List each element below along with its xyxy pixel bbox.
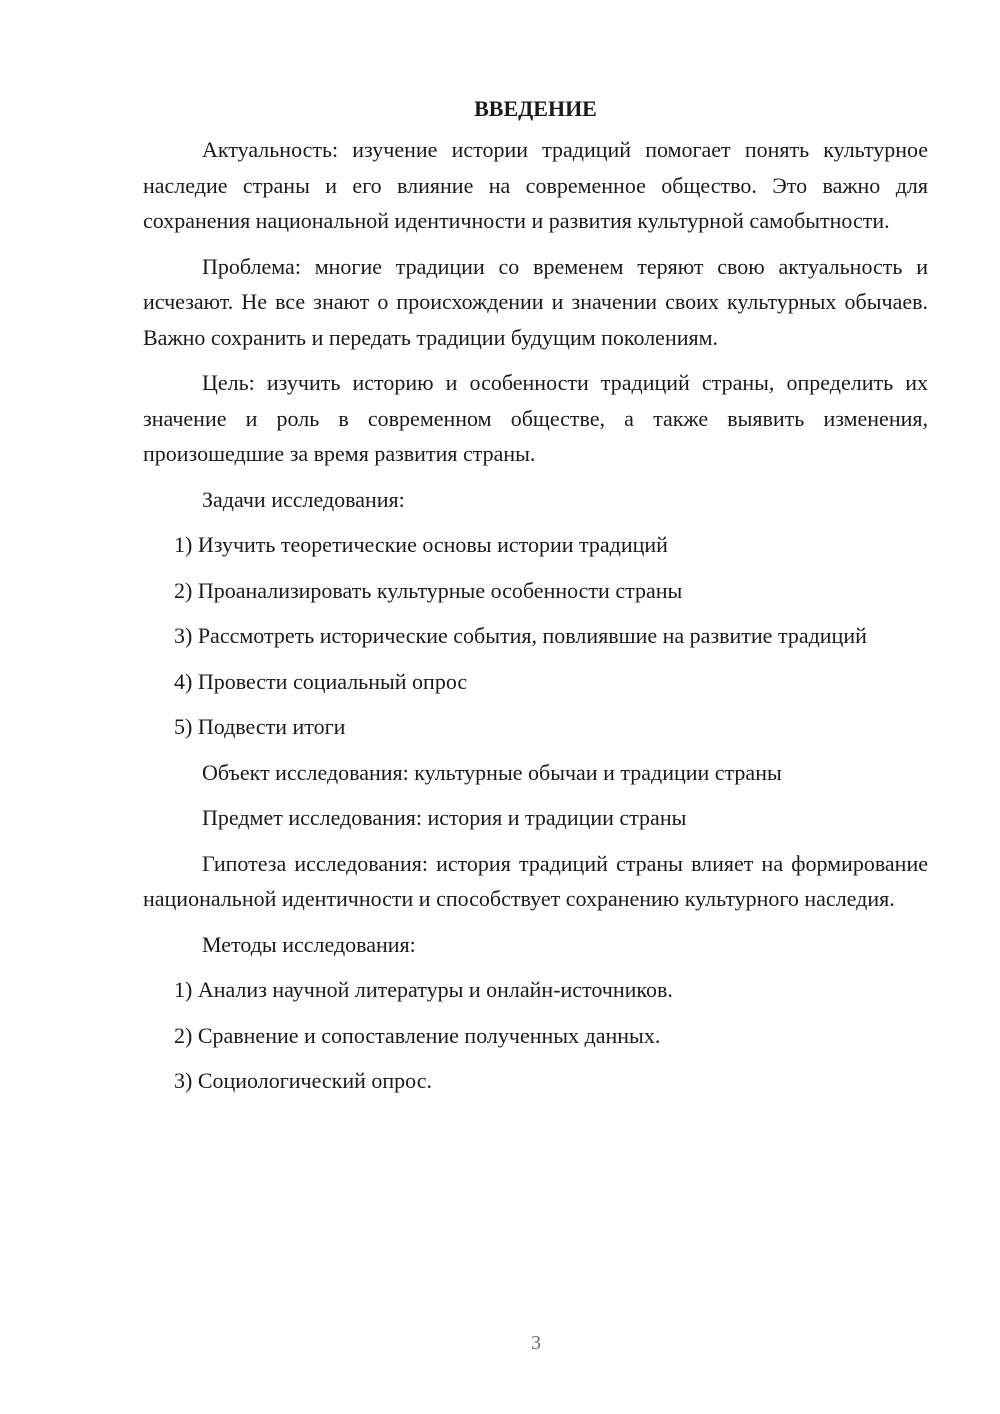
list-item-task-3: 3) Рассмотреть исторические события, повлиявшие на развитие традиций: [174, 623, 867, 648]
list-item-task-5: 5) Подвести итоги: [174, 714, 346, 739]
paragraph-relevance: Актуальность: изучение истории традиций помогает понять культурное наследие страны и его влияние на современное общество. Это важно для сохранения национальной идентичности и развития культурной самобытности.: [143, 137, 928, 233]
paragraph-object: Объект исследования: культурные обычаи и традиции страны: [202, 759, 782, 785]
section-title: ВВЕДЕНИЕ: [474, 96, 597, 121]
paragraph-methods-heading: Методы исследования:: [202, 931, 416, 957]
paragraph-hypothesis: Гипотеза исследования: история традиций страны влияет на формирование национальной идентичности и способствует сохранению культурного наследия.: [143, 850, 928, 911]
paragraph-problem: Проблема: многие традиции со временем теряют свою актуальность и исчезают. Не все знают о происхождении и значении своих культурных обычаев. Важно сохранить и передать традиции будущим поколениям.: [143, 253, 928, 350]
list-item-task-2: 2) Проанализировать культурные особенности страны: [174, 577, 683, 603]
paragraph-goal: Цель: изучить историю и особенности традиций страны, определить их значение и роль в современном обществе, а также выявить изменения, произошедшие за время развития страны.: [143, 370, 928, 466]
list-item-method-3: 3) Социологический опрос.: [174, 1068, 432, 1093]
document-page: [143, 92, 928, 1109]
list-item-task-4: 4) Провести социальный опрос: [174, 668, 468, 694]
paragraph-subject: Предмет исследования: история и традиции страны: [202, 805, 687, 830]
list-item-method-1: 1) Анализ научной литературы и онлайн-источников.: [174, 977, 673, 1002]
list-item-method-2: 2) Сравнение и сопоставление полученных данных.: [174, 1022, 661, 1048]
page-number: 3: [531, 1332, 541, 1354]
paragraph-tasks-heading: Задачи исследования:: [202, 486, 405, 512]
list-item-task-1: 1) Изучить теоретические основы истории традиций: [174, 532, 668, 557]
